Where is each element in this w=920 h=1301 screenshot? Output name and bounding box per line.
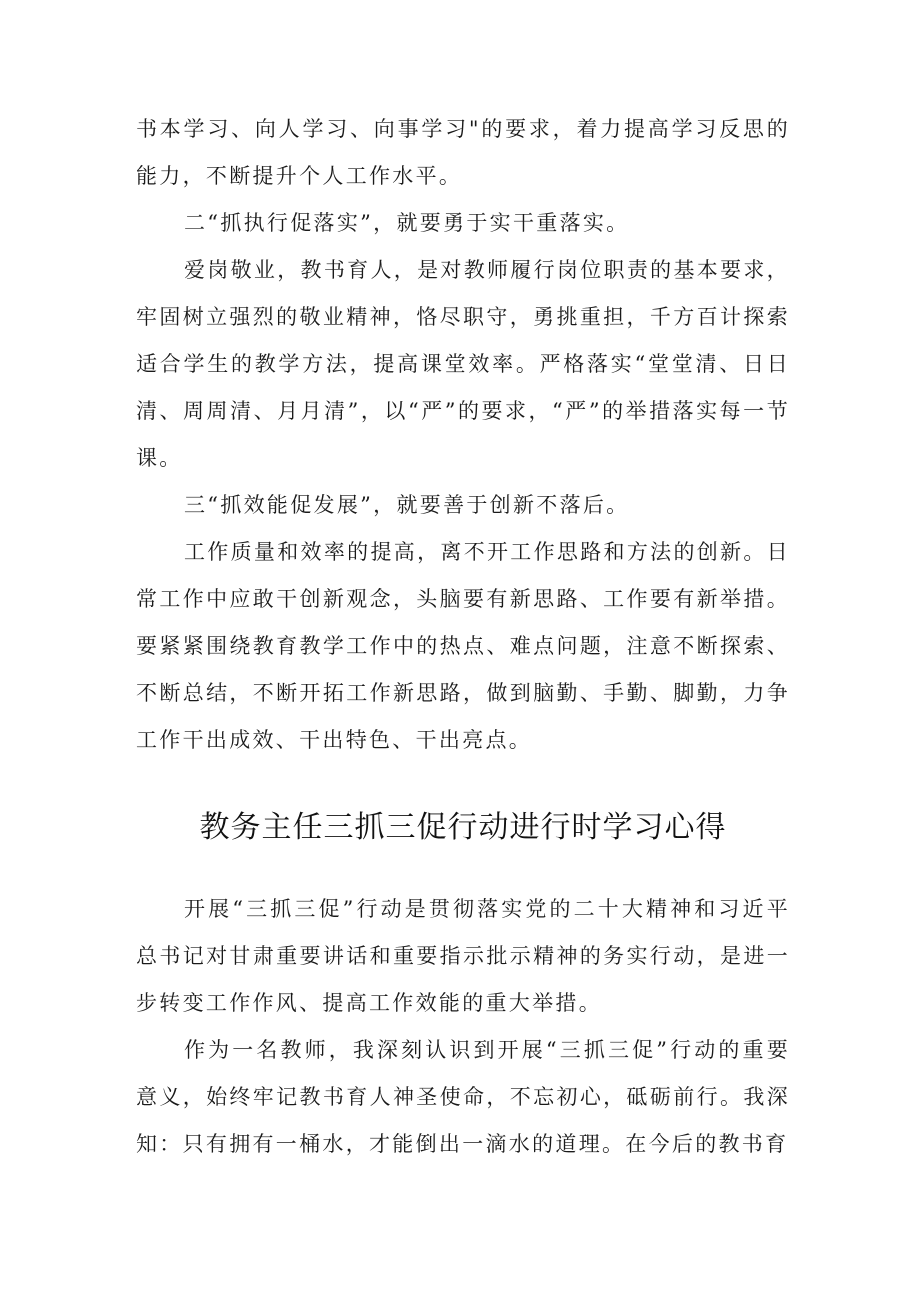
article-title: 教务主任三抓三促行动进行时学习心得 [199,810,727,845]
paragraph-teacher: 作为一名教师，我深刻认识到开展“三抓三促”行动的重要意义，始终牢记教书育人神圣使命，不忘初心，砥砺前行。我深知：只有拥有一桶水，才能倒出一滴水的道理。在今后的教书育 [136,1038,790,1156]
paragraph-intro: 开展“三抓三促”行动是贯彻落实党的二十大精神和习近平总书记对甘肃重要讲话和重要指示批示精神的务实行动，是进一步转变工作作风、提高工作效能的重大举措。 [136,897,790,1015]
paragraph-continuation: 书本学习、向人学习、向事学习"的要求，着力提高学习反思的能力，不断提升个人工作水平。 [136,117,790,188]
heading-point-three: 三“抓效能促发展”，就要善于创新不落后。 [184,493,630,517]
heading-point-two: 二“抓执行促落实”，就要勇于实干重落实。 [184,211,630,235]
document-page [136,106,790,1168]
paragraph-innovation: 工作质量和效率的提高，离不开工作思路和方法的创新。日常工作中应敢干创新观念，头脑要有新思路、工作要有新举措。要紧紧围绕教育教学工作中的热点、难点问题，注意不断探索、不断总结，不断开拓工作新思路，做到脑勤、手勤、脚勤，力争工作干出成效、干出特色、干出亮点。 [136,540,790,752]
paragraph-dedication: 爱岗敬业，教书育人，是对教师履行岗位职责的基本要求，牢固树立强烈的敬业精神，恪尽职守，勇挑重担，千方百计探索适合学生的教学方法，提高课堂效率。严格落实“堂堂清、日日清、周周清、月月清”，以“严”的要求，“严”的举措落实每一节课。 [136,258,790,470]
